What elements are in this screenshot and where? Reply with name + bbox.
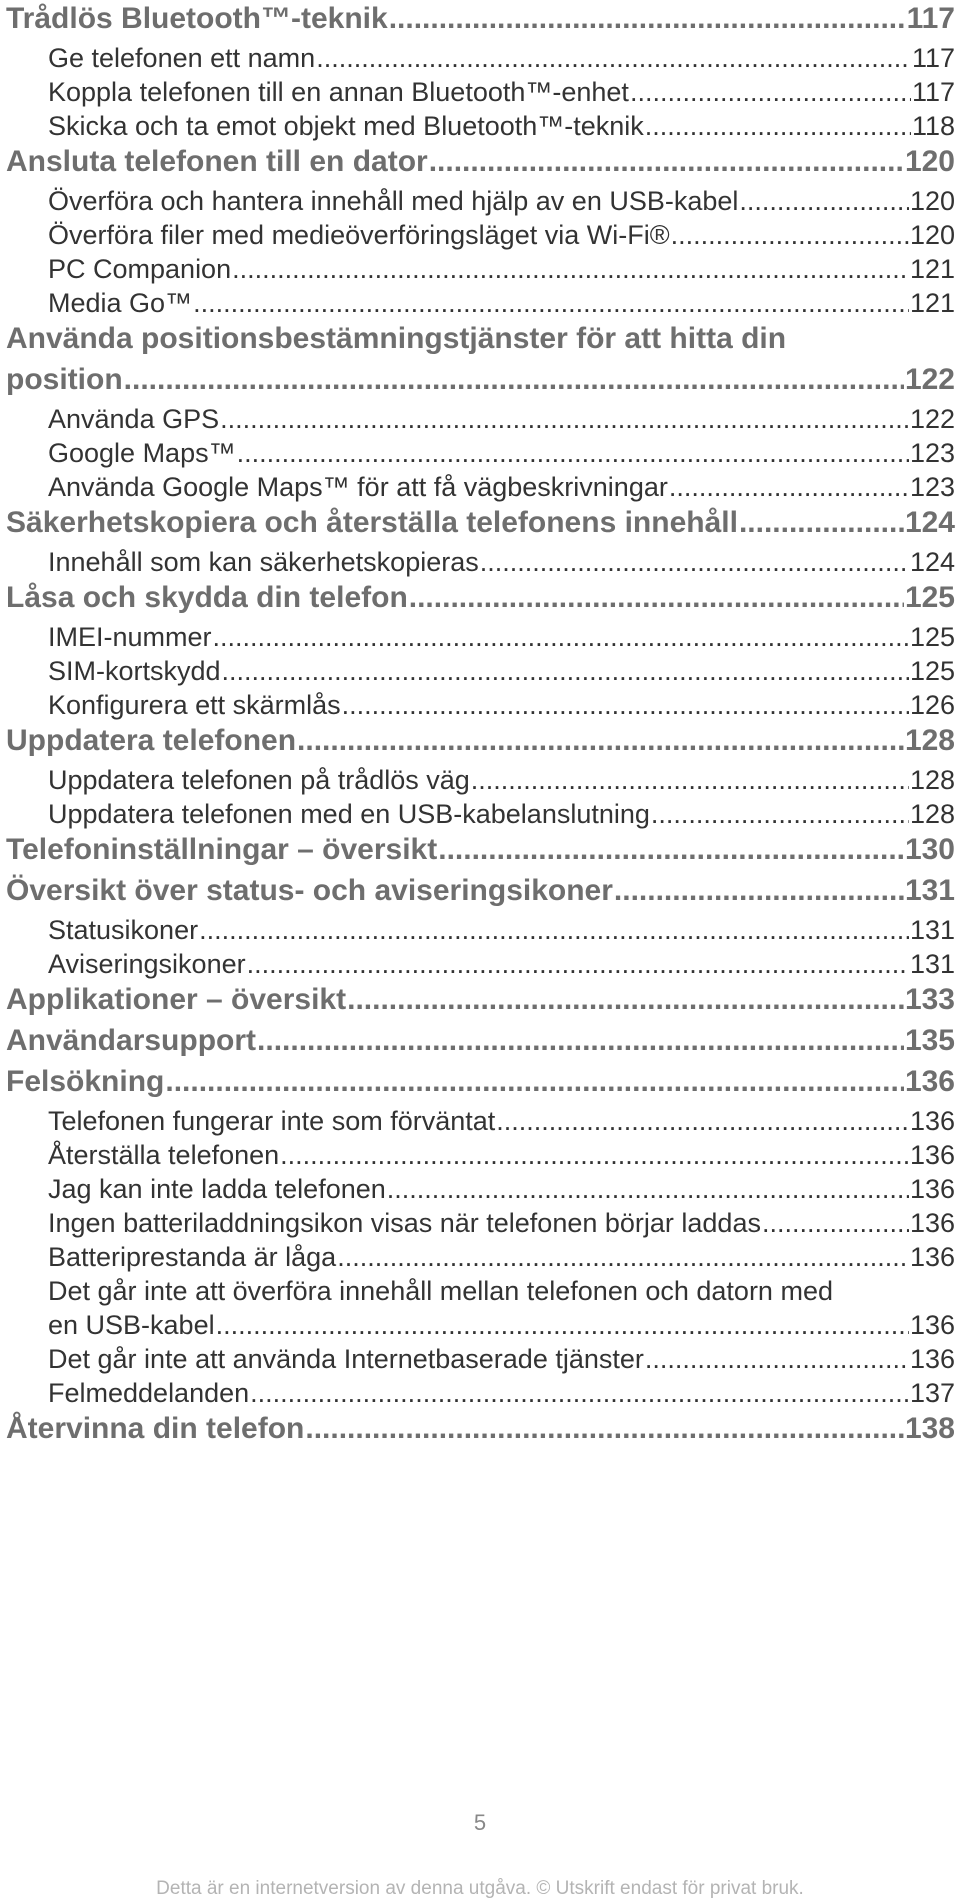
- toc-entry-title: Användarsupport: [6, 1024, 257, 1057]
- toc-entry-title: Översikt över status- och aviseringsikoner: [6, 874, 613, 907]
- toc-entry-title: Statusikoner: [48, 915, 199, 945]
- toc-entry-title: Använda Google Maps™ för att få vägbeskrivningar: [48, 472, 668, 502]
- toc-entry-page: 124: [904, 506, 955, 539]
- toc-entry-title: SIM-kortskydd: [48, 656, 221, 686]
- dot-leader: [387, 1174, 909, 1205]
- toc-entry-title: Uppdatera telefonen på trådlös väg: [48, 765, 470, 795]
- toc-entry-title: Säkerhetskopiera och återställa telefonens innehåll: [6, 506, 738, 539]
- toc-section-entry[interactable]: [48, 656, 955, 687]
- toc-entry-page: 136: [909, 1140, 955, 1170]
- toc-entry-title: Trådlös Bluetooth™-teknik: [6, 2, 388, 35]
- toc-section-entry[interactable]: [48, 288, 955, 319]
- toc-entry-title: en USB-kabel: [48, 1310, 215, 1340]
- toc-chapter-entry[interactable]: [6, 1024, 955, 1058]
- toc-entry-title: Återvinna din telefon: [6, 1412, 305, 1445]
- toc-section-entry[interactable]: [48, 622, 955, 653]
- toc-section-entry[interactable]: [48, 1208, 955, 1239]
- dot-leader: [337, 1242, 909, 1273]
- toc-entry-title: position: [6, 363, 123, 396]
- toc-entry-title: Telefonen fungerar inte som förväntat: [48, 1106, 496, 1136]
- toc-entry-title: Felmeddelanden: [48, 1378, 250, 1408]
- toc-entry-title: Använda GPS: [48, 404, 220, 434]
- toc-section-entry[interactable]: [48, 1344, 955, 1375]
- toc-section-entry[interactable]: [48, 1106, 955, 1137]
- toc-section-entry[interactable]: [48, 949, 955, 980]
- dot-leader: [237, 438, 909, 469]
- toc-entry-title: Aviseringsikoner: [48, 949, 246, 979]
- toc-entry-title: Telefoninställningar – översikt: [6, 833, 438, 866]
- toc-entry-title: Det går inte att använda Internetbaserade tjänster: [48, 1344, 644, 1374]
- toc-entry-title: Felsökning: [6, 1065, 165, 1098]
- toc-entry-page: 136: [909, 1174, 955, 1204]
- toc-section-entry[interactable]: [48, 765, 955, 796]
- toc-entry-title-line: Det går inte att överföra innehåll mellan telefonen och datorn med: [48, 1276, 833, 1306]
- toc-entry-page: 133: [904, 983, 955, 1016]
- toc-chapter-entry[interactable]: [6, 506, 955, 540]
- dot-leader: [232, 254, 909, 285]
- toc-entry-page: 131: [909, 949, 955, 979]
- toc-chapter-entry[interactable]: [6, 1412, 955, 1446]
- dot-leader: [199, 915, 909, 946]
- toc-section-entry[interactable]: [48, 1140, 955, 1171]
- toc-chapter-entry[interactable]: [6, 833, 955, 867]
- toc-entry-title: Applikationer – översikt: [6, 983, 347, 1016]
- dot-leader: [316, 43, 911, 74]
- toc-chapter-entry[interactable]: [6, 1065, 955, 1099]
- dot-leader: [671, 220, 909, 251]
- dot-leader: [480, 547, 909, 578]
- toc-section-entry[interactable]: [48, 438, 955, 469]
- dot-leader: [630, 77, 911, 108]
- dot-leader: [669, 472, 909, 503]
- dot-leader: [645, 111, 911, 142]
- dot-leader: [247, 949, 909, 980]
- toc-chapter-entry[interactable]: [6, 581, 955, 615]
- toc-entry-page: 136: [909, 1106, 955, 1136]
- toc-section-entry[interactable]: [48, 472, 955, 503]
- toc-entry-page: 130: [904, 833, 955, 866]
- dot-leader: [124, 363, 904, 397]
- toc-entry-page: 118: [911, 111, 955, 141]
- toc-entry-title: Uppdatera telefonen med en USB-kabelanslutning: [48, 799, 650, 829]
- toc-section-entry[interactable]: [48, 799, 955, 830]
- toc-entry-page: 123: [909, 438, 955, 468]
- toc-section-entry[interactable]: [48, 690, 955, 721]
- toc-section-entry[interactable]: [48, 1174, 955, 1205]
- toc-entry-page: 123: [909, 472, 955, 502]
- toc-chapter-entry[interactable]: [6, 363, 955, 397]
- toc-entry-page: 128: [909, 799, 955, 829]
- toc-entry-page: 122: [904, 363, 955, 396]
- dot-leader: [193, 288, 909, 319]
- dot-leader: [739, 186, 909, 217]
- toc-entry-title: Konfigurera ett skärmlås: [48, 690, 341, 720]
- toc-entry-title: Låsa och skydda din telefon: [6, 581, 408, 614]
- dot-leader: [651, 799, 909, 830]
- dot-leader: [645, 1344, 909, 1375]
- toc-entry-title: Google Maps™: [48, 438, 236, 468]
- toc-chapter-entry[interactable]: [6, 2, 955, 36]
- dot-leader: [297, 724, 904, 758]
- toc-chapter-entry[interactable]: [6, 145, 955, 179]
- toc-section-entry[interactable]: [48, 1242, 955, 1273]
- dot-leader: [762, 1208, 909, 1239]
- dot-leader: [471, 765, 909, 796]
- toc-entry-page: 136: [909, 1242, 955, 1272]
- toc-entry-page: 122: [909, 404, 955, 434]
- dot-leader: [429, 145, 904, 179]
- toc-entry-title: Överföra filer med medieöverföringsläget via Wi-Fi®: [48, 220, 670, 250]
- toc-chapter-entry[interactable]: [6, 874, 955, 908]
- toc-entry-page: 135: [904, 1024, 955, 1057]
- toc-entry-page: 117: [911, 43, 955, 73]
- dot-leader: [220, 404, 909, 435]
- dot-leader: [389, 2, 906, 36]
- toc-section-entry[interactable]: [48, 220, 955, 251]
- toc-chapter-entry[interactable]: [6, 983, 955, 1017]
- toc-entry-title: Överföra och hantera innehåll med hjälp av en USB-kabel: [48, 186, 739, 216]
- toc-entry-page: 136: [909, 1208, 955, 1238]
- toc-entry-page: 128: [909, 765, 955, 795]
- toc-entry-page: 131: [909, 915, 955, 945]
- dot-leader: [257, 1024, 904, 1058]
- toc-entry-page: 117: [906, 2, 955, 35]
- toc-entry-page: 125: [909, 622, 955, 652]
- toc-entry-title-line: Använda positionsbestämningstjänster för att hitta din: [6, 322, 787, 355]
- toc-entry-page: 125: [909, 656, 955, 686]
- dot-leader: [739, 506, 904, 540]
- toc-entry-title: Media Go™: [48, 288, 193, 318]
- toc-entry-page: 124: [909, 547, 955, 577]
- toc-section-entry[interactable]: [48, 43, 955, 74]
- dot-leader: [216, 1310, 909, 1341]
- toc-entry-page: 131: [904, 874, 955, 907]
- footer-note: Detta är en internetversion av denna utgåva. © Utskrift endast för privat bruk.: [156, 1878, 804, 1899]
- dot-leader: [280, 1140, 909, 1171]
- dot-leader: [409, 581, 904, 615]
- toc-entry-page: 120: [904, 145, 955, 178]
- toc-entry-title: Ingen batteriladdningsikon visas när telefonen börjar laddas: [48, 1208, 761, 1238]
- toc-entry-page: 128: [904, 724, 955, 757]
- toc-entry-title: Ge telefonen ett namn: [48, 43, 316, 73]
- dot-leader: [222, 656, 909, 687]
- toc-entry-page: 125: [904, 581, 955, 614]
- dot-leader: [347, 983, 904, 1017]
- toc-entry-page: 120: [909, 186, 955, 216]
- dot-leader: [614, 874, 904, 908]
- toc-entry-title: Jag kan inte ladda telefonen: [48, 1174, 386, 1204]
- toc-section-entry[interactable]: [48, 915, 955, 946]
- toc-entry-page: 121: [909, 288, 955, 318]
- dot-leader: [305, 1412, 904, 1446]
- dot-leader: [213, 622, 909, 653]
- toc-entry-page: 136: [909, 1344, 955, 1374]
- page-number: 5: [473, 1810, 487, 1835]
- toc-entry-page: 137: [909, 1378, 955, 1408]
- toc-entry-title: Innehåll som kan säkerhetskopieras: [48, 547, 479, 577]
- toc-entry-page: 121: [909, 254, 955, 284]
- toc-chapter-entry[interactable]: [6, 724, 955, 758]
- toc-entry-page: 126: [909, 690, 955, 720]
- toc-entry-page: 136: [909, 1310, 955, 1340]
- toc-section-entry[interactable]: [48, 111, 955, 142]
- toc-entry-page: 117: [911, 77, 955, 107]
- toc-entry-title: IMEI-nummer: [48, 622, 212, 652]
- toc-section-entry[interactable]: [48, 254, 955, 285]
- toc-section-entry[interactable]: [48, 186, 955, 217]
- toc-entry-page: 136: [904, 1065, 955, 1098]
- toc-entry-title: Uppdatera telefonen: [6, 724, 297, 757]
- dot-leader: [342, 690, 909, 721]
- dot-leader: [438, 833, 904, 867]
- toc-entry-page: 138: [904, 1412, 955, 1445]
- toc-section-entry[interactable]: [48, 77, 955, 108]
- dot-leader: [496, 1106, 909, 1137]
- toc-section-entry[interactable]: [48, 404, 955, 435]
- toc-entry-title: Skicka och ta emot objekt med Bluetooth™-teknik: [48, 111, 644, 141]
- toc-entry-page: 120: [909, 220, 955, 250]
- toc-entry-title: PC Companion: [48, 254, 232, 284]
- toc-section-entry[interactable]: [48, 1310, 955, 1341]
- toc-entry-title: Batteriprestanda är låga: [48, 1242, 337, 1272]
- dot-leader: [250, 1378, 909, 1409]
- dot-leader: [165, 1065, 904, 1099]
- toc-entry-title: Koppla telefonen till en annan Bluetooth™-enhet: [48, 77, 629, 107]
- toc-section-entry[interactable]: [48, 1378, 955, 1409]
- toc-entry-title: Återställa telefonen: [48, 1140, 280, 1170]
- toc-entry-title: Ansluta telefonen till en dator: [6, 145, 428, 178]
- toc-section-entry[interactable]: [48, 547, 955, 578]
